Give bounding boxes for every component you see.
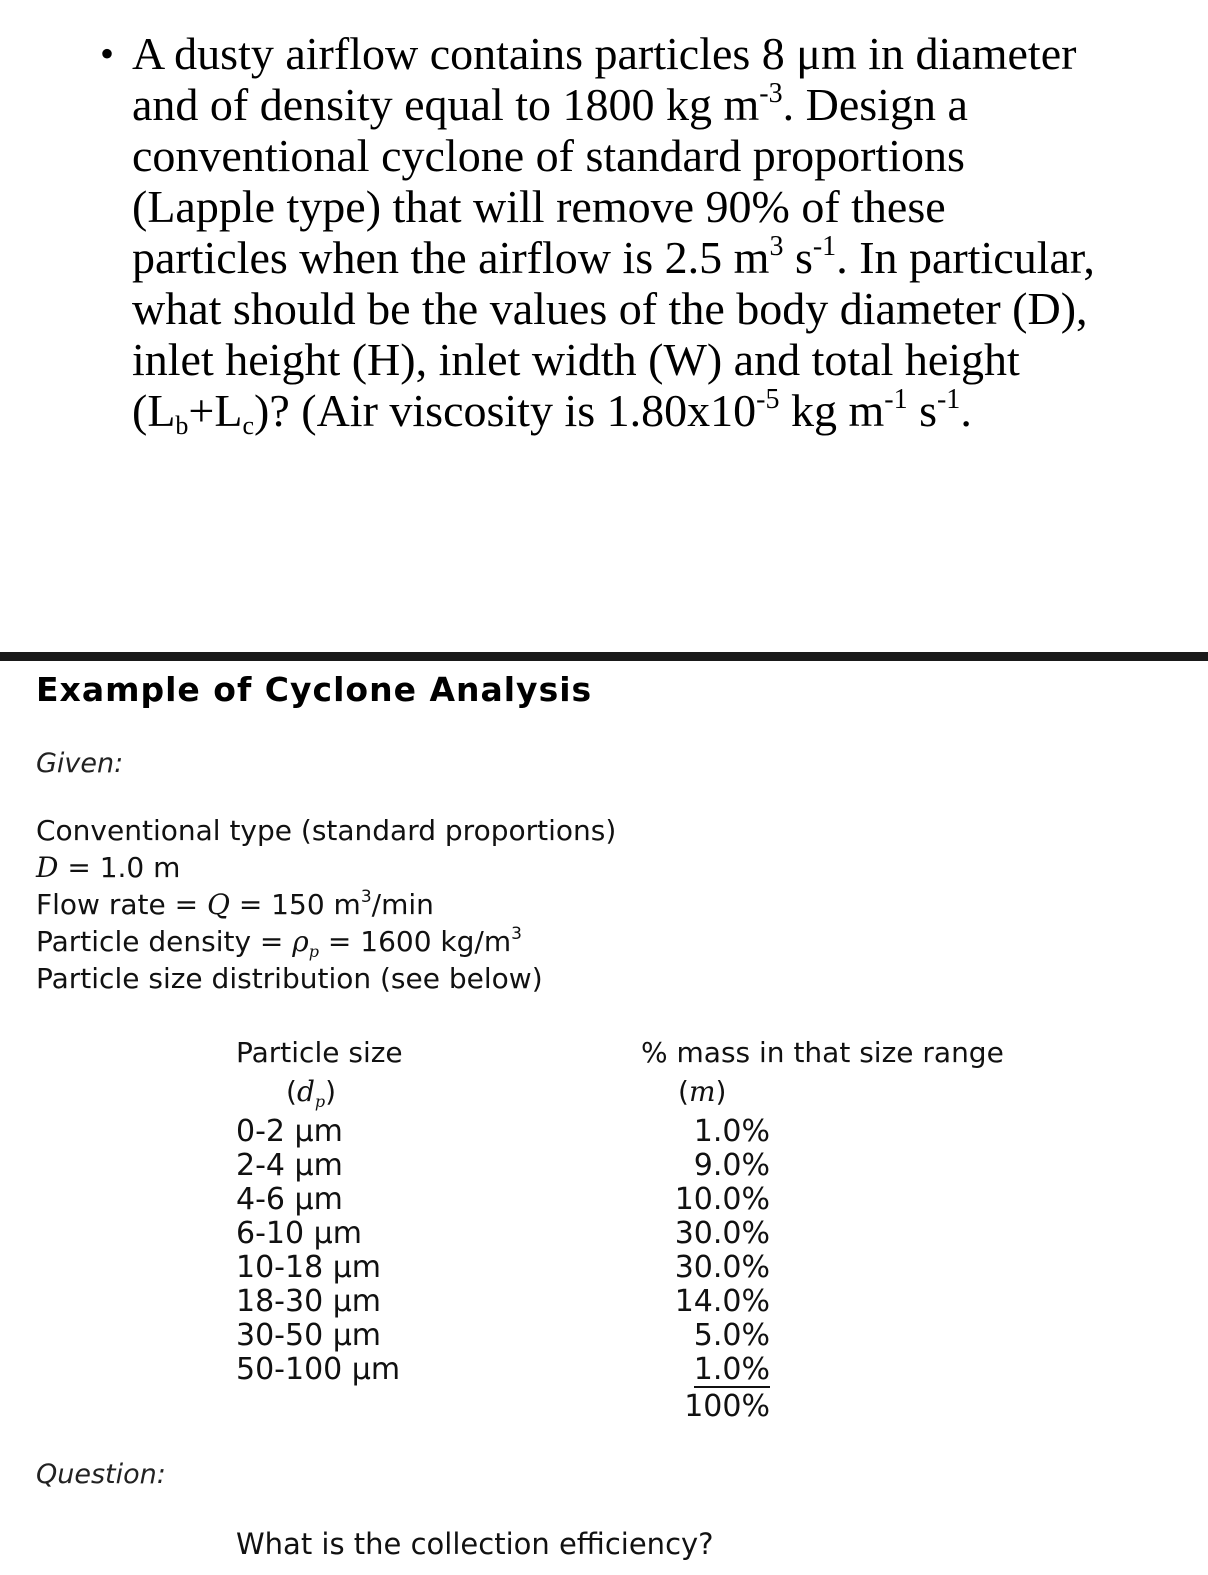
percent-total: 100% bbox=[684, 1389, 770, 1424]
given-diameter-line: D = 1.0 m bbox=[36, 851, 181, 884]
question-label: Question: bbox=[36, 1459, 166, 1490]
given-list bbox=[36, 812, 616, 997]
size-cell: 6-10 μm bbox=[236, 1216, 362, 1251]
given-label: Given: bbox=[36, 748, 124, 779]
percent-cell-underlined: 1.0% bbox=[693, 1352, 770, 1387]
problem-line: and of density equal to 1800 kg $m^{-3}$. Design a bbox=[132, 78, 968, 130]
size-cell: 2-4 μm bbox=[236, 1148, 343, 1183]
size-column-header: Particle size bbox=[236, 1036, 403, 1069]
problem-statement bbox=[100, 28, 1180, 440]
problem-line: $(L_b+L_c)$? (Air viscosity is $1.80x10^{-5}$ kg $m^{-1}$ $s^{-1}$. bbox=[132, 384, 972, 440]
example-title: Example of Cyclone Analysis bbox=[36, 670, 593, 709]
size-column bbox=[236, 1115, 400, 1387]
problem-line: conventional cyclone of standard proportions bbox=[132, 130, 965, 181]
problem-line: particles when the airflow is 2.5 $m^3$ $s^{-1}$. In particular, bbox=[132, 231, 1095, 283]
question-text: What is the collection efficiency? bbox=[236, 1527, 714, 1561]
problem-line: what should be the values of the body diameter (D), bbox=[132, 283, 1088, 334]
problem-line: inlet height (H), inlet width (W) and total height bbox=[132, 334, 1020, 385]
percent-cell: 9.0% bbox=[693, 1148, 770, 1183]
percent-cell: 30.0% bbox=[674, 1250, 770, 1285]
problem-line: A dusty airflow contains particles 8 μm in diameter bbox=[132, 28, 1077, 79]
problem-text bbox=[132, 28, 1180, 440]
percent-cell: 10.0% bbox=[674, 1182, 770, 1217]
bullet-icon: • bbox=[100, 31, 115, 76]
percent-column bbox=[600, 1115, 770, 1388]
percent-cell: 5.0% bbox=[693, 1318, 770, 1353]
size-cell: 18-30 μm bbox=[236, 1284, 382, 1319]
percent-column-symbol: (m) bbox=[678, 1075, 727, 1108]
percent-cell: 1.0% bbox=[693, 1114, 770, 1149]
size-column-symbol: $(d_p)$ bbox=[286, 1075, 337, 1111]
size-cell: 50-100 μm bbox=[236, 1352, 401, 1387]
given-distribution-line: Particle size distribution (see below) bbox=[36, 962, 543, 995]
percent-cell: 30.0% bbox=[674, 1216, 770, 1251]
size-cell: 30-50 μm bbox=[236, 1318, 382, 1353]
given-type-line: Conventional type (standard proportions) bbox=[36, 814, 617, 847]
percent-cell: 14.0% bbox=[674, 1284, 770, 1319]
size-cell: 4-6 μm bbox=[236, 1182, 343, 1217]
size-cell: 0-2 μm bbox=[236, 1114, 343, 1149]
problem-line: (Lapple type) that will remove 90% of these bbox=[132, 181, 946, 232]
section-divider bbox=[0, 652, 1208, 661]
given-density-line: Particle density = $\rho_p = 1600$ $kg/m^3$ bbox=[36, 924, 522, 961]
given-flow-line: Flow rate = Q = 150 $m^3/\min$ bbox=[36, 887, 434, 921]
percent-cell-last bbox=[600, 1353, 770, 1388]
size-cell: 10-18 μm bbox=[236, 1250, 382, 1285]
percent-column-header: % mass in that size range bbox=[641, 1036, 1004, 1069]
